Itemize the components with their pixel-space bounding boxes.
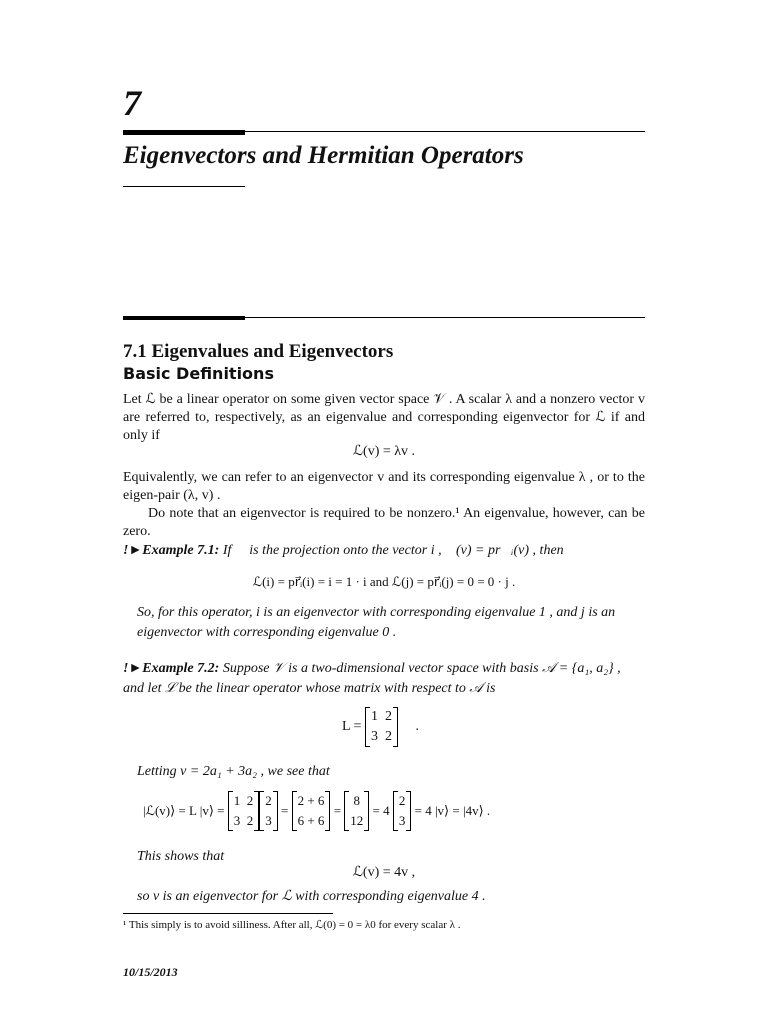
calc-right: = 4 |v⟩ = |4v⟩ . (414, 803, 491, 818)
eigenpair-paragraph: Equivalently, we can refer to an eigenvector v and its corresponding eigenvalue λ , or to the eigen-pair (λ, v) . (123, 470, 645, 503)
example-7-1-text: If ℒ is the projection onto the vector i , ℒ(v) = pr⃗ᵢ(v) , then (222, 543, 564, 558)
calc-sum-row-1: 2 + 6 (297, 793, 325, 808)
calc-result-vector (344, 791, 369, 831)
example-7-2-conclusion: so v is an eigenvector for ℒ with corresponding eigenvalue 4 . (137, 889, 486, 904)
shows-line: This shows that (137, 849, 225, 864)
page-date: 10/15/2013 (123, 965, 178, 979)
eigen-equation: ℒ(v) = λv . (352, 444, 416, 459)
letting-line: Letting v = 2a₁ + 3a₂ , we see that (137, 764, 330, 779)
calc-vector-v-2 (393, 791, 412, 831)
example-7-2-text: Suppose 𝒱 is a two-dimensional vector space with basis 𝒜 = {a₁, a₂} , and let ℒ be the linear operator whose matrix with respect to 𝒜 is (123, 661, 621, 696)
chapter-rule-thin (245, 131, 645, 132)
calc-left: |ℒ(v)⟩ = L |v⟩ = (143, 803, 225, 818)
definition-paragraph: Let ℒ be a linear operator on some given vector space 𝒱 . A scalar λ and a nonzero vector v are referred to, respectively, as an eigenvalue and corresponding eigenvector for ℒ if and only if (123, 392, 645, 443)
calc-vector-v (259, 791, 278, 831)
matrix-L-row-1: 1 2 (370, 709, 392, 724)
subsection-heading: Basic Definitions (123, 364, 274, 383)
matrix-L-display: L = 1 2 3 2 . (342, 707, 419, 747)
calc-eq-2: = (333, 803, 342, 818)
nonzero-note: Do note that an eigenvector is required to be nonzero.¹ An eigenvalue, however, can be zero. (123, 506, 645, 539)
calc-matrix-L-row-1: 1 2 (233, 793, 254, 808)
matrix-L-row-2: 3 2 (370, 729, 392, 744)
calc-matrix-L-row-2: 3 2 (233, 813, 254, 828)
calc-result-row-1: 8 (353, 793, 361, 808)
calc-vector-v-row-1: 2 (265, 793, 272, 808)
calc-sum-row-2: 6 + 6 (297, 813, 325, 828)
example-7-1-conclusion: So, for this operator, i is an eigenvector with corresponding eigenvalue 1 , and j is an eigenvector with corresponding eigenvalue 0 . (137, 605, 616, 640)
section-rule-thick (123, 316, 245, 320)
calc-sum-vector (292, 791, 331, 831)
matrix-L-label: L = (342, 719, 362, 734)
example-7-1-equation: ℒ(i) = pr⃗ᵢ(i) = i = 1 · i and ℒ(j) = pr⃗ᵢ(j) = 0 = 0 · j . (252, 574, 516, 589)
example-7-2-equation: ℒ(v) = 4v , (352, 865, 416, 880)
chapter-title: Eigenvectors and Hermitian Operators (123, 142, 524, 169)
footnote-rule (123, 913, 333, 914)
matrix-L (365, 707, 398, 747)
chapter-rule-thick (123, 130, 245, 135)
chapter-number: 7 (123, 83, 141, 123)
section-rule-thin (245, 317, 645, 318)
calc-vector-v2-row-2: 3 (398, 813, 406, 828)
calc-result-row-2: 12 (350, 813, 364, 828)
calc-vector-v2-row-1: 2 (398, 793, 406, 808)
example-7-1 (123, 541, 645, 561)
example-7-1-lead: !►Example 7.1: (123, 543, 220, 558)
calc-eq-1: = (281, 803, 289, 818)
calculation-line (143, 791, 490, 831)
example-7-2-lead: !►Example 7.2: (123, 661, 220, 676)
calc-vector-v-row-2: 3 (265, 813, 272, 828)
example-7-2 (123, 659, 645, 699)
calc-matrix-L (228, 791, 260, 831)
title-underline (123, 186, 245, 187)
calc-four: = 4 (372, 803, 390, 818)
section-heading: 7.1 Eigenvalues and Eigenvectors (123, 341, 394, 362)
footnote: ¹ This simply is to avoid silliness. After all, ℒ(0) = 0 = λ0 for every scalar λ . (123, 919, 461, 931)
